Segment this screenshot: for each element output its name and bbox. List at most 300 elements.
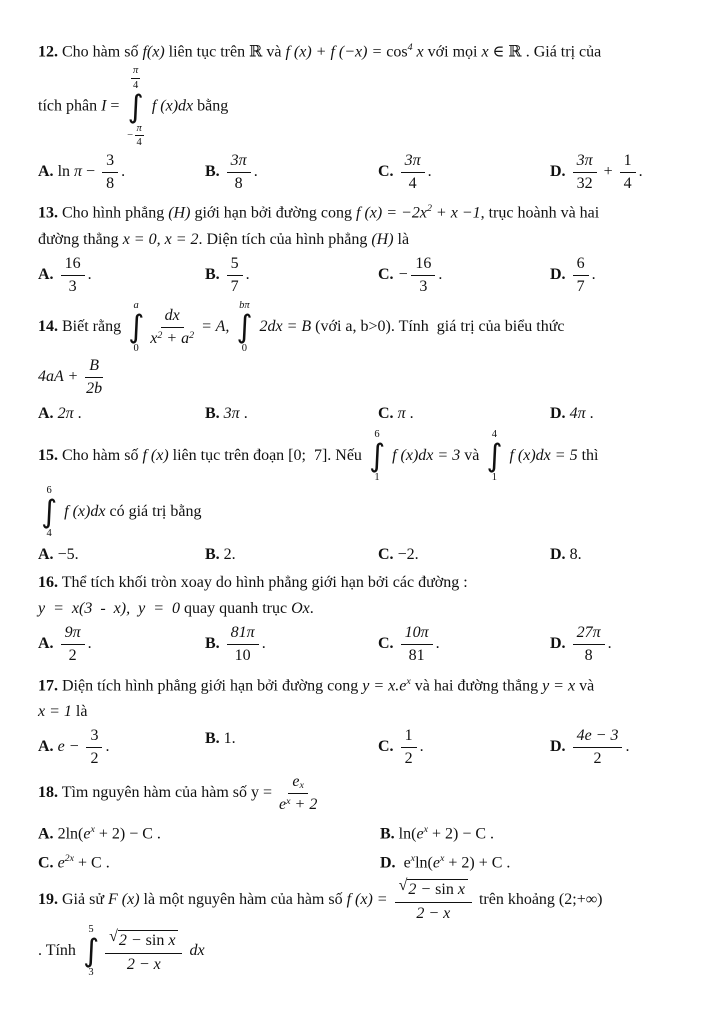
option-letter: C. <box>378 404 398 422</box>
question-line <box>38 878 697 923</box>
superscript: 2 <box>157 330 163 342</box>
math-run: y = x(3 - x), y = 0 <box>38 599 180 617</box>
integral-icon: ∫ <box>128 308 145 345</box>
text-run: Cho hàm số <box>58 43 143 61</box>
fraction-denominator <box>624 173 632 193</box>
text-run: 2ln( <box>57 825 84 842</box>
option-letter: D. <box>550 545 570 563</box>
math-run: f (x) = <box>346 891 392 909</box>
math-run: 3π <box>230 151 247 169</box>
question-line <box>38 356 697 399</box>
fraction <box>86 726 102 769</box>
option-C <box>378 726 550 769</box>
text-run: 2 <box>90 750 99 768</box>
math-run: 4π <box>569 404 586 422</box>
question-line <box>38 570 697 595</box>
fraction <box>411 254 435 297</box>
option-C <box>378 542 550 567</box>
integral-icon: ∫ <box>236 308 253 345</box>
math-run: − <box>397 265 409 283</box>
math-run: f (x)dx <box>147 97 194 115</box>
question-line <box>38 300 697 355</box>
text-run: 4 <box>136 137 142 149</box>
math-run: 2dx = B <box>255 317 312 335</box>
radicand <box>118 930 179 950</box>
text-run: liên tục trên đoạn [0; 7]. Nếu <box>168 446 366 464</box>
fraction <box>135 123 144 149</box>
text-run: − <box>82 162 100 180</box>
text-run: −2. <box>397 545 419 563</box>
text-run: 4 <box>133 79 139 91</box>
fraction <box>227 623 259 666</box>
fraction-numerator <box>131 65 140 79</box>
question-number: 15. <box>38 446 58 464</box>
option-letter: A. <box>38 545 58 563</box>
fraction-numerator <box>227 623 259 645</box>
text-run: ln <box>57 162 75 180</box>
math-run: x <box>164 932 176 950</box>
option-letter: D. <box>550 634 570 652</box>
text-run: thì <box>577 446 599 464</box>
text-run: 4 <box>408 175 417 193</box>
fraction-numerator <box>227 151 251 173</box>
text-run: . <box>73 404 82 422</box>
text-run: 7 <box>576 278 585 296</box>
integral <box>486 429 502 484</box>
text-run: . <box>427 162 432 180</box>
text-run: 8 <box>234 175 243 193</box>
option-D <box>550 542 697 567</box>
question-line <box>38 699 697 724</box>
text-run: −5. <box>57 545 79 563</box>
question-line <box>38 596 697 621</box>
text-run: . <box>585 404 594 422</box>
fraction-numerator <box>573 726 623 748</box>
math-run: F (x) <box>108 891 140 909</box>
option-letter: A. <box>38 162 58 180</box>
math-run: 9π <box>64 623 81 641</box>
fraction-numerator <box>86 726 102 748</box>
option-A <box>38 151 205 194</box>
fraction <box>227 254 243 297</box>
text-run: 4 <box>623 175 632 193</box>
math-run: e <box>292 772 300 790</box>
option-letter: B. <box>205 265 224 283</box>
math-run: a <box>133 299 139 311</box>
text-run: 2 <box>68 647 77 665</box>
math-run: π <box>133 65 139 77</box>
option-letter: B. <box>205 162 224 180</box>
math-run: x <box>453 881 465 899</box>
fraction-denominator <box>279 794 317 814</box>
text-run: 0 <box>133 342 139 354</box>
options-row <box>38 542 697 567</box>
fraction-numerator <box>411 254 435 276</box>
math-run: f (x)dx = 5 <box>505 446 578 464</box>
math-run: x = 0, x = 2 <box>122 230 199 248</box>
fraction <box>573 151 597 194</box>
option-A <box>38 726 205 769</box>
integral-lower-limit <box>374 472 379 484</box>
fraction <box>279 772 317 815</box>
math-run: f(x) <box>142 43 165 61</box>
text-run: 16 <box>415 254 432 272</box>
text-run: (với a, b>0). Tính giá trị của biểu thức <box>311 317 565 335</box>
text-run: 1 <box>623 151 632 169</box>
question-number: 12. <box>38 43 58 61</box>
superscript: x <box>90 823 95 835</box>
integral-lower-limit <box>134 343 139 355</box>
fraction-numerator <box>135 123 144 137</box>
options-row <box>38 726 697 769</box>
text-run: Giả sử <box>58 891 108 909</box>
text-run: . <box>121 162 126 180</box>
option-D <box>550 254 697 297</box>
text-run: sin <box>145 932 165 950</box>
fraction-numerator <box>227 254 243 276</box>
fraction <box>227 151 251 194</box>
option-A <box>38 623 205 666</box>
text-run: tích phân <box>38 97 102 115</box>
text-run: Cho hàm số <box>58 446 143 464</box>
superscript: x <box>406 675 411 687</box>
fraction-numerator <box>85 356 103 378</box>
text-run: 3 <box>106 151 115 169</box>
option-A <box>38 254 205 297</box>
text-run: Cho hình phẳng <box>58 204 169 222</box>
superscript: x <box>423 823 428 835</box>
text-run: Thể tích khối tròn xoay do hình phẳng giới hạn bởi các đường : <box>58 573 468 591</box>
option-A <box>38 542 205 567</box>
radical <box>399 879 468 899</box>
math-run: 2π <box>57 404 74 422</box>
question-12 <box>38 35 697 193</box>
option-C <box>378 151 550 194</box>
question-19 <box>38 878 697 979</box>
text-run: 0 <box>241 342 248 354</box>
superscript: 2 <box>189 330 195 342</box>
text-run: + 2) − C . <box>94 825 161 842</box>
text-run: + C . <box>74 854 110 872</box>
fraction-denominator <box>235 645 251 665</box>
fraction <box>61 623 85 666</box>
text-run: Tìm nguyên hàm của hàm số y = <box>58 783 277 801</box>
text-run: bằng <box>193 97 229 115</box>
option-C <box>38 846 380 875</box>
integral-lower-limit <box>492 472 497 484</box>
text-run: và <box>460 446 484 464</box>
option-letter: A. <box>38 265 58 283</box>
fraction-denominator <box>69 276 77 296</box>
question-14 <box>38 300 697 426</box>
integral-lower-limit <box>242 343 247 355</box>
fraction-numerator <box>573 151 597 173</box>
fraction-denominator <box>409 645 425 665</box>
text-run: . <box>105 738 110 756</box>
text-run: 5 <box>230 254 239 272</box>
integral-icon: ∫ <box>82 933 100 970</box>
math-run: I <box>101 97 107 115</box>
option-letter: D. <box>550 265 570 283</box>
options-row <box>38 151 697 194</box>
question-number: 16. <box>38 573 58 591</box>
option-D <box>550 401 697 426</box>
math-run: x <box>481 43 489 61</box>
text-run: 4 <box>46 527 52 539</box>
option-letter: A. <box>38 404 58 422</box>
math-run: 3π <box>404 151 421 169</box>
text-run: . Tính <box>38 942 80 960</box>
text-run: 4 <box>491 428 498 440</box>
fraction-numerator <box>401 623 433 645</box>
text-run: quay quanh trục <box>179 599 292 617</box>
question-line <box>38 924 697 979</box>
fraction-numerator <box>288 772 308 794</box>
math-run: x <box>412 43 424 61</box>
option-letter: C. <box>378 265 398 283</box>
question-16 <box>38 570 697 666</box>
text-run: , trục hoành và hai <box>480 204 600 222</box>
integral-lower-limit <box>46 528 51 540</box>
option-B <box>380 817 697 846</box>
text-run: . <box>607 634 612 652</box>
math-run: 2 − <box>118 932 146 950</box>
math-run: (H) <box>168 204 191 222</box>
text-run: sin <box>435 881 454 899</box>
question-line <box>38 429 697 484</box>
text-run: 7 <box>230 278 239 296</box>
text-run: 81 <box>408 647 425 665</box>
fraction-numerator <box>573 254 589 276</box>
text-run: và <box>575 677 595 694</box>
text-run: . <box>438 265 443 283</box>
fraction <box>573 254 589 297</box>
fraction <box>85 356 103 399</box>
text-run: 2 <box>593 750 602 768</box>
radical-icon: √ <box>109 928 118 946</box>
integral-icon: ∫ <box>368 437 386 474</box>
option-letter: B. <box>380 825 399 842</box>
math-run: + x −1 <box>431 204 481 222</box>
text-run: Diện tích hình phẳng giới hạn bởi đường cong <box>58 677 363 694</box>
fraction-denominator <box>419 276 427 296</box>
option-letter: D. <box>550 162 570 180</box>
fraction-denominator <box>416 903 450 923</box>
option-letter: A. <box>38 634 58 652</box>
text-run: . <box>87 265 92 283</box>
fraction <box>401 151 425 194</box>
option-letter: C. <box>378 162 398 180</box>
text-run: 1 <box>491 471 498 483</box>
option-B <box>205 254 378 297</box>
exam-questions <box>38 35 697 979</box>
text-run: 10 <box>234 647 251 665</box>
text-run <box>229 318 233 335</box>
fraction-numerator <box>401 726 417 748</box>
superscript: x <box>286 796 291 808</box>
question-13 <box>38 196 697 296</box>
options-row <box>38 401 697 426</box>
math-run: e <box>432 854 440 872</box>
text-run: 3 <box>90 727 99 744</box>
question-line <box>38 669 697 698</box>
integral-upper-limit <box>130 65 141 91</box>
text-run: với mọi <box>423 43 482 61</box>
fraction-numerator <box>395 878 472 902</box>
option-D <box>550 623 697 666</box>
text-run: . Diện tích của hình phẳng <box>198 230 372 248</box>
question-number: 17. <box>38 677 58 694</box>
math-run: f (x) <box>142 446 169 464</box>
radical-icon: √ <box>398 877 408 895</box>
option-B <box>205 401 378 426</box>
fraction <box>620 151 636 194</box>
radical <box>109 930 178 950</box>
math-run: dx <box>164 306 180 324</box>
integral-icon: ∫ <box>41 493 58 530</box>
option-letter: B. <box>205 634 224 652</box>
text-run: là một nguyên hàm của hàm số <box>139 891 347 909</box>
text-run: ln( <box>398 825 417 842</box>
option-C <box>378 254 550 297</box>
option-letter: D. <box>380 854 400 872</box>
math-run: 10π <box>404 623 429 641</box>
math-run: 3π <box>223 404 240 422</box>
superscript: 2x <box>64 853 75 864</box>
text-run: . <box>253 162 258 180</box>
text-run: . <box>435 634 440 652</box>
text-run: . <box>405 404 414 422</box>
integral <box>126 65 144 148</box>
text-run: 3 <box>419 278 428 296</box>
text-run: giới hạn bởi đường cong <box>190 204 357 222</box>
integral <box>369 429 385 484</box>
math-run: − <box>126 129 134 141</box>
fraction-denominator <box>409 173 417 193</box>
superscript: 2 <box>426 203 432 215</box>
integral <box>236 300 252 355</box>
text-run: 1. <box>223 730 236 747</box>
superscript: x <box>439 853 445 864</box>
fraction <box>401 726 417 769</box>
text-run: + <box>599 162 617 180</box>
integral-lower-limit <box>126 123 144 149</box>
fraction-numerator <box>620 151 636 173</box>
question-line <box>38 196 697 225</box>
fraction <box>401 623 433 666</box>
math-run: f (x) + f (−x) = <box>285 43 387 61</box>
fraction <box>131 65 140 91</box>
fraction <box>102 151 118 194</box>
text-run: 1 <box>374 471 380 483</box>
fraction-denominator <box>405 748 413 768</box>
option-letter: B. <box>205 545 224 563</box>
fraction-numerator <box>161 306 184 328</box>
text-run: đường thẳng <box>38 230 123 248</box>
option-letter: C. <box>378 634 398 652</box>
text-run: 16 <box>64 254 81 272</box>
fraction-denominator <box>235 173 243 193</box>
text-run: 8 <box>584 647 593 665</box>
math-run: 81π <box>230 623 255 641</box>
text-run: Biết rằng <box>58 317 126 335</box>
integral <box>41 485 57 540</box>
text-run: ln( <box>415 854 433 872</box>
math-run: 2 − x <box>126 955 161 973</box>
text-run: 3 <box>88 967 94 979</box>
math-run: = A, <box>197 317 230 335</box>
question-number: 18. <box>38 783 58 801</box>
text-run: cos <box>386 43 408 61</box>
question-line <box>38 485 697 540</box>
option-D <box>380 846 697 875</box>
math-run: y = x.e <box>362 677 407 694</box>
options-row <box>38 254 697 297</box>
fraction <box>395 878 472 923</box>
fraction <box>61 254 85 297</box>
text-run: . <box>591 265 596 283</box>
question-17 <box>38 669 697 769</box>
text-run: 6 <box>374 428 380 440</box>
option-letter: C. <box>378 738 398 756</box>
text-run: . <box>239 404 248 422</box>
text-run: + 2) + C . <box>444 854 511 872</box>
text-run: . <box>87 634 92 652</box>
math-run: π <box>397 404 406 422</box>
question-18 <box>38 772 697 876</box>
text-run: 32 <box>576 175 593 193</box>
text-run: 8. <box>569 545 582 563</box>
option-letter: D. <box>550 738 570 756</box>
text-run: 5 <box>88 924 94 936</box>
fraction-denominator <box>585 645 593 665</box>
option-C <box>378 401 550 426</box>
option-D <box>550 726 697 769</box>
math-run: f (x)dx <box>60 502 106 520</box>
math-run: 4e − 3 <box>576 727 619 744</box>
option-letter: D. <box>550 404 570 422</box>
fraction-denominator <box>90 748 98 768</box>
option-letter: B. <box>205 730 224 747</box>
text-run: . <box>638 162 643 180</box>
text-run: ∈ ℝ . Giá trị của <box>488 43 602 61</box>
math-run: e <box>83 825 91 842</box>
options-row <box>38 623 697 666</box>
math-run: y = x <box>542 677 576 694</box>
text-run: . <box>261 634 266 652</box>
fraction-denominator <box>231 276 239 296</box>
text-run: . <box>625 738 630 756</box>
text-run: 2. <box>223 545 236 563</box>
superscript: 4 <box>407 42 413 53</box>
math-run: dx <box>185 942 205 960</box>
fraction-denominator <box>577 173 593 193</box>
question-number: 13. <box>38 204 58 222</box>
text-run: e <box>399 854 411 872</box>
math-run: π <box>74 162 83 180</box>
math-run: 2 − <box>408 881 436 899</box>
math-run: f (x)dx = 3 <box>388 446 461 464</box>
fraction-denominator <box>594 748 602 768</box>
math-run: 27π <box>576 623 601 641</box>
fraction <box>150 306 194 349</box>
option-B <box>205 726 378 769</box>
text-run: . <box>245 265 250 283</box>
math-run: 3π <box>576 151 593 169</box>
option-C <box>378 623 550 666</box>
fraction <box>573 726 623 769</box>
math-run: B <box>89 356 100 374</box>
